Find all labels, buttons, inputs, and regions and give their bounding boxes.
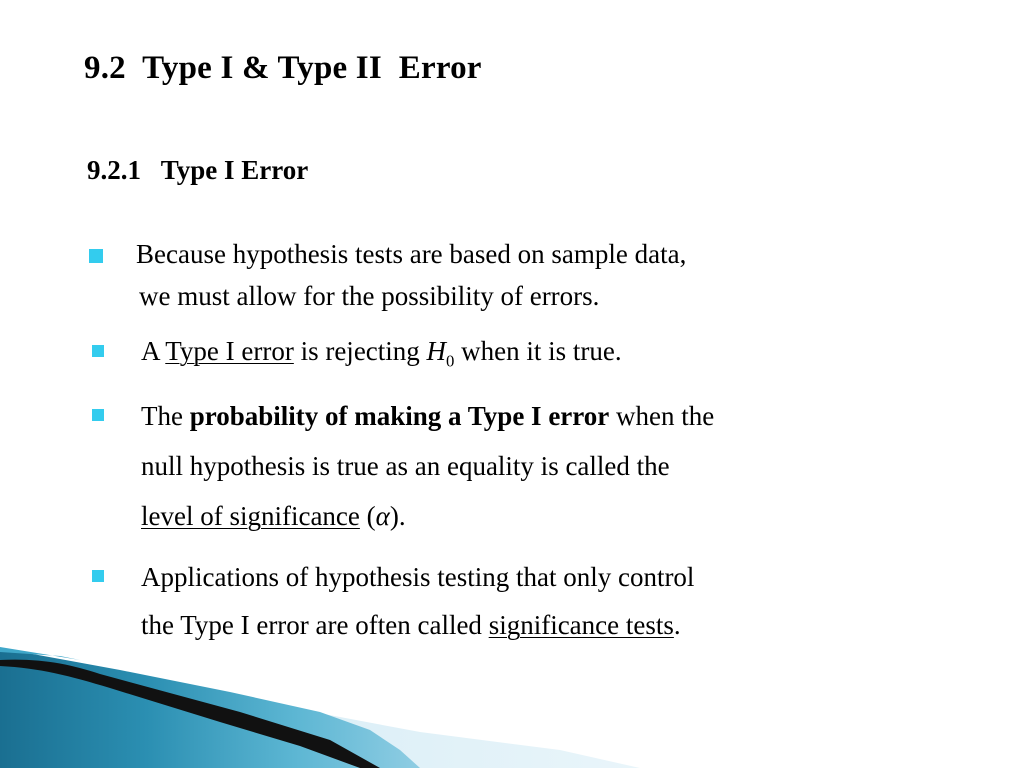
square-bullet-icon: [92, 409, 104, 421]
text-run: when it is true.: [454, 336, 622, 366]
square-bullet-icon: [89, 249, 103, 263]
bold-phrase: probability of making a Type I error: [189, 401, 610, 431]
bullet-line: [141, 391, 901, 441]
bullet-text: [136, 233, 896, 317]
text-run: ).: [389, 501, 406, 531]
text-run: A: [141, 336, 166, 366]
square-bullet-icon: [92, 570, 104, 582]
square-bullet-icon: [92, 345, 104, 357]
term-level-of-significance: level of significance: [141, 501, 360, 531]
bullet-line: [141, 327, 901, 375]
bullet-line: Applications of hypothesis testing that only control: [141, 562, 695, 592]
term-significance-tests: significance tests: [488, 610, 674, 640]
section-heading: 9.2.1 Type I Error: [87, 155, 309, 185]
text-run: The: [141, 401, 190, 431]
text-run: (: [359, 501, 376, 531]
bullet-line: null hypothesis is true as an equality is called the: [141, 451, 670, 481]
decorative-wave-graphic: [0, 600, 1024, 768]
bullet-text: [141, 327, 901, 375]
null-hypothesis-symbol: H: [426, 336, 447, 366]
text-run: the Type I error are often called: [141, 610, 489, 640]
slide-title: 9.2 Type I & Type II Error: [84, 50, 482, 86]
bullet-line: [141, 491, 901, 541]
text-run: .: [673, 610, 681, 640]
subscript-zero: 0: [446, 351, 455, 371]
text-run: when the: [609, 401, 715, 431]
alpha-symbol: α: [375, 501, 390, 531]
bullet-text: [141, 391, 901, 541]
term-type-i-error: Type I error: [165, 336, 294, 366]
text-run: is rejecting: [293, 336, 427, 366]
bullet-line: we must allow for the possibility of errors.: [139, 281, 600, 311]
bullet-line: Because hypothesis tests are based on sample data,: [136, 239, 687, 269]
